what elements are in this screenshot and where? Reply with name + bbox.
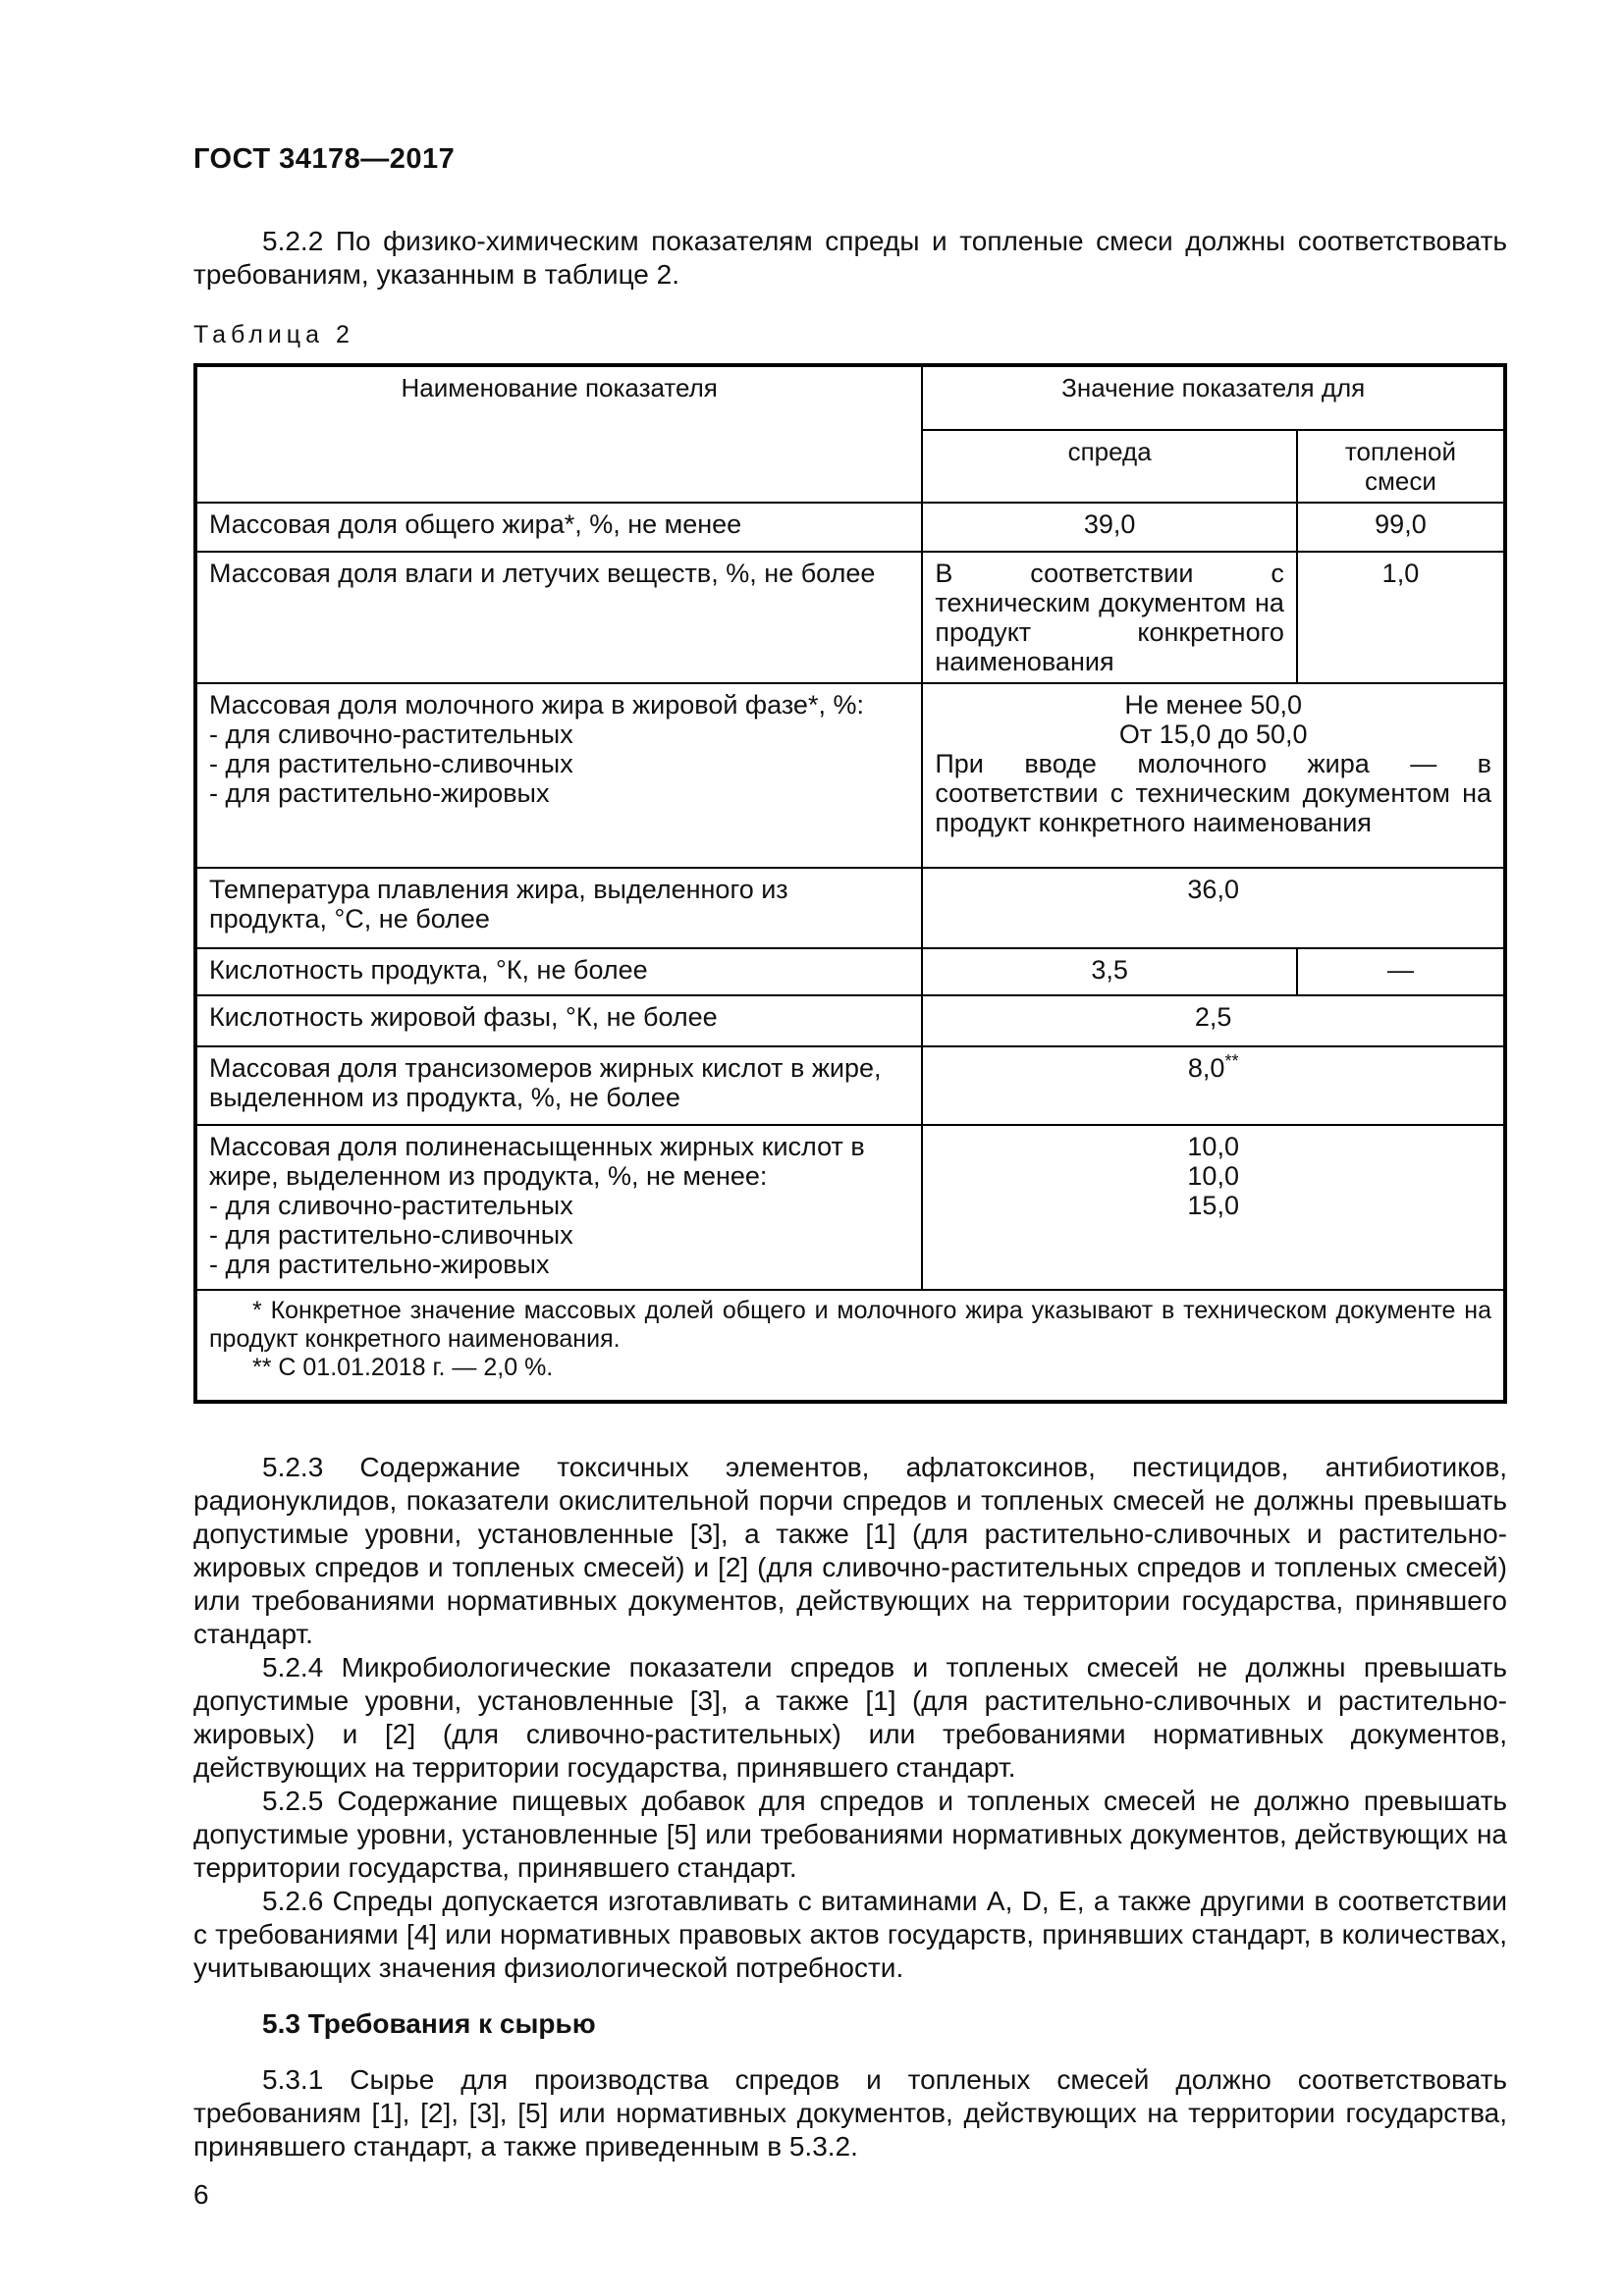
value-cell bbox=[922, 1125, 1505, 1290]
column-header-value-group: Значение показателя для bbox=[922, 365, 1505, 430]
table-row-total-fat bbox=[195, 503, 1505, 552]
value-line: Не менее 50,0 bbox=[1124, 690, 1302, 720]
table-footnote: ** С 01.01.2018 г. — 2,0 %. bbox=[252, 1354, 554, 1381]
table-row-trans-isomers bbox=[195, 1046, 1505, 1125]
list-item: - для растительно-жировых bbox=[209, 778, 550, 808]
spread-value-cell: 3,5 bbox=[922, 948, 1297, 995]
table-row-acidity-fat bbox=[195, 995, 1505, 1046]
table-2 bbox=[193, 363, 1507, 1404]
value-line: 15,0 bbox=[1187, 1191, 1239, 1220]
doc-number: ГОСТ 34178—2017 bbox=[193, 143, 456, 175]
value-line: 10,0 bbox=[1187, 1132, 1239, 1161]
row-name-cell: Массовая доля влаги и летучих веществ, %, не более bbox=[195, 552, 922, 683]
heading-5-3: 5.3 Требования к сырью bbox=[262, 2008, 596, 2039]
column-header-name: Наименование показателя bbox=[195, 365, 922, 503]
table-row-pufa bbox=[195, 1125, 1505, 1290]
list-item: - для растительно-жировых bbox=[209, 1250, 550, 1279]
paragraph-5-2-4: 5.2.4 Микробиологические показатели спредов и топленых смесей не должны превышать допустимые уровни, установленные [3], а также [1] (для растительно-сливочных и растительно-жировых) и [2] (для сливочно-растительных) или требованиями нормативных документов, действующих на территории государства, принявшего стандарт. bbox=[193, 1652, 1507, 1783]
list-item: - для сливочно-растительных bbox=[209, 1191, 573, 1220]
row-name-cell: Кислотность жировой фазы, °К, не более bbox=[195, 995, 922, 1046]
list-item: - для растительно-сливочных bbox=[209, 1220, 573, 1250]
row-name-cell: Массовая доля общего жира*, %, не менее bbox=[195, 503, 922, 552]
paragraph-5-2-5: 5.2.5 Содержание пищевых добавок для спредов и топленых смесей не должно превышать допустимые уровни, установленные [5] или требованиями нормативных документов, действующих на территории государства, принявшего стандарт. bbox=[193, 1786, 1507, 1883]
row-name-intro: Массовая доля молочного жира в жировой фазе*, %: bbox=[209, 690, 864, 720]
table-row-moisture bbox=[195, 552, 1505, 683]
value-cell bbox=[922, 1046, 1505, 1125]
row-name-cell bbox=[195, 683, 922, 868]
list-item: - для растительно-сливочных bbox=[209, 749, 573, 778]
table-row-milk-fat bbox=[195, 683, 1505, 868]
table-row-acidity-product bbox=[195, 948, 1505, 995]
melted-value-cell: 1,0 bbox=[1297, 552, 1505, 683]
footnote-cell bbox=[195, 1290, 1505, 1402]
value-note: При вводе молочного жира — в соответствии с техническим документом на продукт конкретного наименования bbox=[935, 749, 1491, 837]
table-caption: Таблица 2 bbox=[193, 321, 354, 348]
table-footnote-row bbox=[195, 1290, 1505, 1402]
value-cell bbox=[922, 683, 1505, 868]
row-name-cell bbox=[195, 1125, 922, 1290]
page-content bbox=[193, 0, 1507, 2211]
value-cell: 2,5 bbox=[922, 995, 1505, 1046]
table-footnote: * Конкретное значение массовых долей общего и молочного жира указывают в техническом документе на продукт конкретного наименования. bbox=[209, 1297, 1491, 1353]
melted-value-cell: 99,0 bbox=[1297, 503, 1505, 552]
melted-value-cell: — bbox=[1297, 948, 1505, 995]
row-name-intro: Массовая доля полиненасыщенных жирных кислот в жире, выделенном из продукта, %, не менее: bbox=[209, 1132, 865, 1191]
table-header-row bbox=[195, 365, 1505, 430]
paragraph-5-2-3: 5.2.3 Содержание токсичных элементов, афлатоксинов, пестицидов, антибиотиков, радионуклидов, показатели окислительной порчи спредов и топленых смесей не должны превышать допустимые уровни, установленные [3], а также [1] (для растительно-сливочных и растительно-жировых спредов и топленых смесей) и [2] (для сливочно-растительных спредов и топленых смесей) или требованиями нормативных документов, действующих на территории государства, принявшего стандарт. bbox=[193, 1452, 1507, 1649]
row-name-cell: Массовая доля трансизомеров жирных кислот в жире, выделенном из продукта, %, не более bbox=[195, 1046, 922, 1125]
list-item: - для сливочно-растительных bbox=[209, 720, 573, 749]
spread-value-cell: 39,0 bbox=[922, 503, 1297, 552]
value-line: От 15,0 до 50,0 bbox=[1118, 720, 1308, 749]
row-name-cell: Температура плавления жира, выделенного из продукта, °С, не более bbox=[195, 868, 922, 948]
column-header-melted: топленой смеси bbox=[1297, 430, 1505, 503]
value-line: 10,0 bbox=[1187, 1161, 1239, 1191]
page-number: 6 bbox=[193, 2179, 209, 2210]
paragraph-5-3-1: 5.3.1 Сырье для производства спредов и топленых смесей должно соответствовать требованиям [1], [2], [3], [5] или нормативных документов, действующих на территории государства, принявшего стандарт, а также приведенным в 5.3.2. bbox=[193, 2064, 1507, 2162]
table-row-melting-point bbox=[195, 868, 1505, 948]
footnote-mark: ** bbox=[1224, 1051, 1239, 1071]
spread-value-cell: В соответствии с техническим документом на продукт конкретного наименования bbox=[922, 552, 1297, 683]
value-cell: 36,0 bbox=[922, 868, 1505, 948]
column-header-spread: спреда bbox=[922, 430, 1297, 503]
row-name-cell: Кислотность продукта, °К, не более bbox=[195, 948, 922, 995]
paragraph-5-2-6: 5.2.6 Спреды допускается изготавливать с витаминами A, D, E, а также другими в соответствии с требованиями [4] или нормативных правовых актов государств, принявших стандарт, в количествах, учитывающих значения физиологической потребности. bbox=[193, 1886, 1507, 1983]
value-number: 8,0 bbox=[1187, 1053, 1225, 1083]
paragraph-5-2-2: 5.2.2 По физико-химическим показателям спреды и топленые смеси должны соответствовать требованиям, указанным в таблице 2. bbox=[193, 226, 1507, 290]
